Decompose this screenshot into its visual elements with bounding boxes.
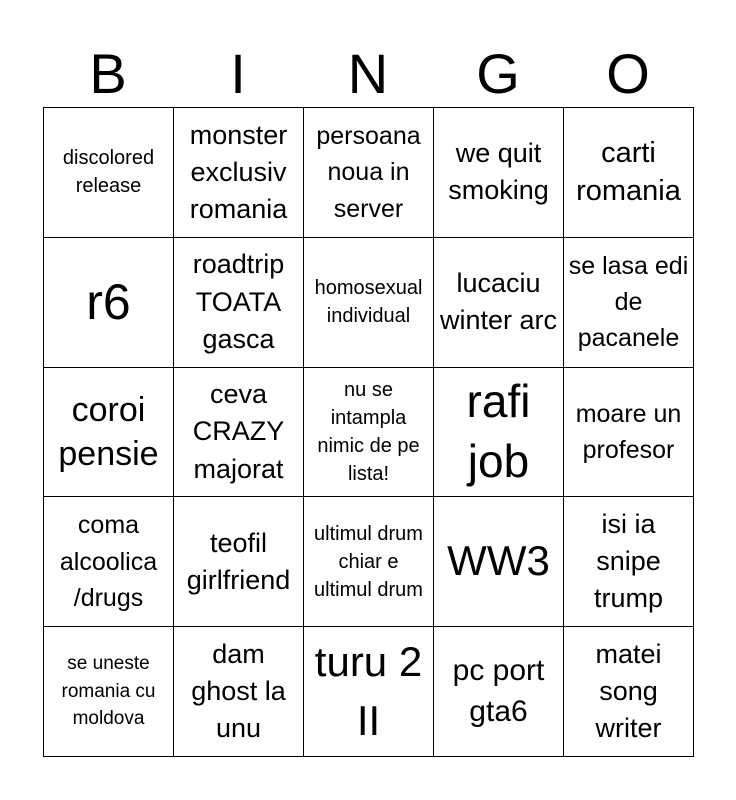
header-letter-i: I (230, 42, 246, 105)
bingo-cell[interactable]: ceva CRAZY majorat (174, 368, 304, 498)
bingo-cell[interactable]: homosexual individual (304, 238, 434, 368)
bingo-cell[interactable]: r6 (44, 238, 174, 368)
bingo-cell[interactable]: rafi job (434, 368, 564, 498)
header-letter-g: G (476, 42, 520, 105)
bingo-cell[interactable]: matei song writer (564, 627, 694, 757)
bingo-header (43, 40, 693, 108)
bingo-cell[interactable]: WW3 (434, 497, 564, 627)
header-letter-b: B (89, 42, 127, 105)
bingo-cell[interactable]: turu 2 II (304, 627, 434, 757)
bingo-cell[interactable]: teofil girlfriend (174, 497, 304, 627)
bingo-cell[interactable]: nu se intampla nimic de pe lista! (304, 368, 434, 498)
bingo-cell[interactable]: moare un profesor (564, 368, 694, 498)
bingo-cell[interactable]: ultimul drum chiar e ultimul drum (304, 497, 434, 627)
bingo-cell[interactable]: carti romania (564, 108, 694, 238)
bingo-cell[interactable]: lucaciu winter arc (434, 238, 564, 368)
bingo-board (43, 107, 694, 757)
bingo-cell[interactable]: pc port gta6 (434, 627, 564, 757)
bingo-cell[interactable]: coroi pensie (44, 368, 174, 498)
bingo-cell[interactable]: persoana noua in server (304, 108, 434, 238)
bingo-cell[interactable]: we quit smoking (434, 108, 564, 238)
bingo-cell[interactable]: discolored release (44, 108, 174, 238)
bingo-cell[interactable]: monster exclusiv romania (174, 108, 304, 238)
bingo-cell[interactable]: roadtrip TOATA gasca (174, 238, 304, 368)
bingo-cell[interactable]: se lasa edi de pacanele (564, 238, 694, 368)
bingo-cell[interactable]: coma alcoolica /drugs (44, 497, 174, 627)
bingo-cell[interactable]: isi ia snipe trump (564, 497, 694, 627)
bingo-cell[interactable]: se uneste romania cu moldova (44, 627, 174, 757)
header-letter-n: N (347, 42, 389, 105)
bingo-cell[interactable]: dam ghost la unu (174, 627, 304, 757)
header-letter-o: O (606, 42, 650, 105)
